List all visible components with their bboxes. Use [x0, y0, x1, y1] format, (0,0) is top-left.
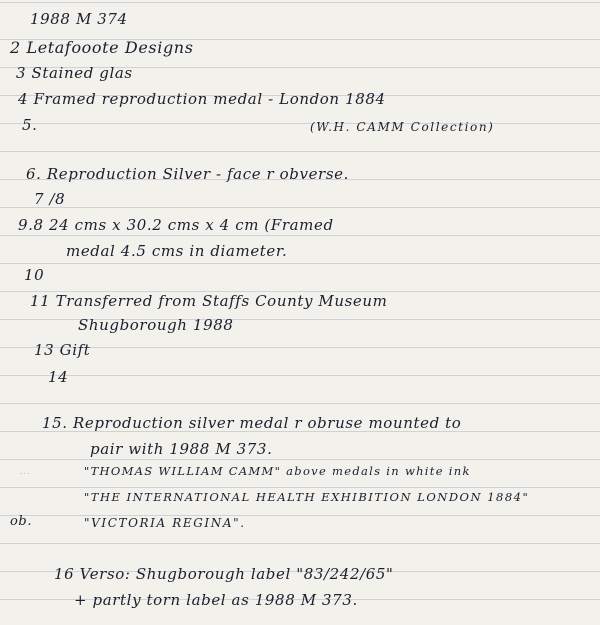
line-7-8: 7 /8 [34, 190, 66, 208]
line-11-cont: Shugborough 1988 [78, 316, 234, 334]
line-10: 10 [24, 266, 45, 284]
line-13: 13 Gift [34, 341, 91, 359]
margin-ob: ob. [10, 514, 33, 529]
line-15-cont: pair with 1988 M 373. [90, 440, 273, 458]
line-6: 6. Reproduction Silver - face r obverse. [26, 165, 349, 183]
line-9-cont: medal 4.5 cms in diameter. [66, 242, 288, 260]
line-inscription-1: "THOMAS WILLIAM CAMM" above medals in white ink [84, 464, 471, 478]
line-16: 16 Verso: Shugborough label "83/242/65" [54, 565, 394, 583]
accession-number: 1988 M 374 [30, 10, 128, 28]
line-5-collection: (W.H. CAMM Collection) [310, 120, 495, 134]
line-inscription-2: "THE INTERNATIONAL HEALTH EXHIBITION LONDON 1884" [84, 490, 530, 504]
line-11: 11 Transferred from Staffs County Museum [30, 292, 388, 310]
line-14: 14 [48, 368, 69, 386]
line-5: 5. [22, 116, 38, 134]
line-9: 9.8 24 cms x 30.2 cms x 4 cm (Framed [18, 216, 334, 234]
line-2: 2 Letafooote Designs [10, 38, 194, 57]
line-4: 4 Framed reproduction medal - London 1884 [18, 90, 386, 108]
line-16-cont: + partly torn label as 1988 M 373. [74, 591, 358, 609]
line-inscription-3: "VICTORIA REGINA". [84, 516, 246, 530]
line-3: 3 Stained glas [16, 64, 133, 82]
faint-margin-mark: ... [20, 467, 31, 477]
line-15: 15. Reproduction silver medal r obruse mounted to [42, 414, 462, 432]
